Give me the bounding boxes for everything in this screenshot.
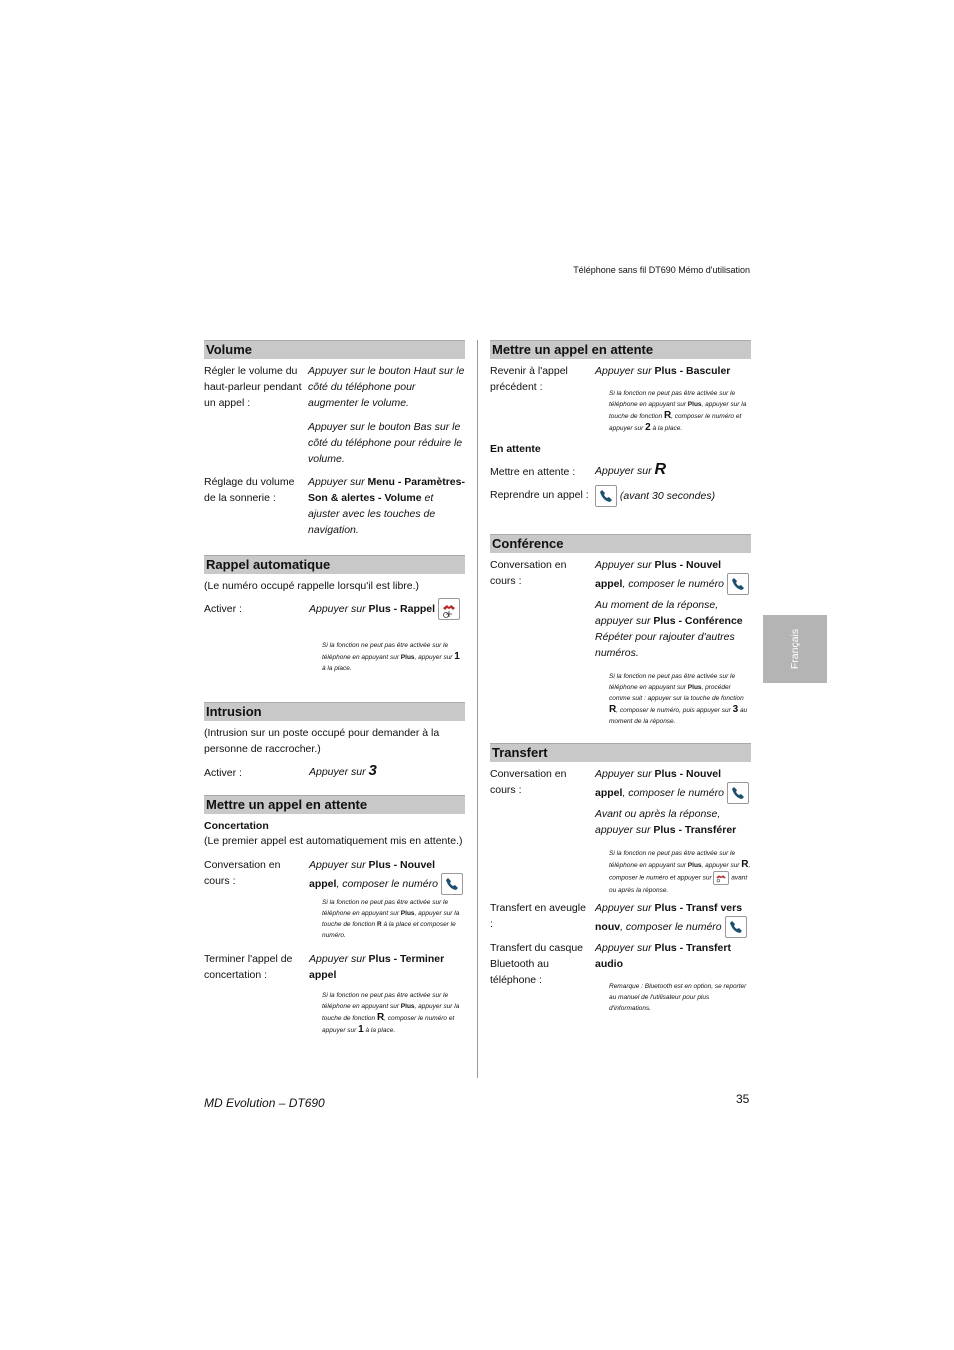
left-column bbox=[204, 340, 465, 1064]
volume-row2-label: Réglage du volume de la sonnerie : bbox=[204, 476, 295, 504]
transfert-row1-label: Conversation en cours : bbox=[490, 768, 567, 796]
revenir-label: Revenir à l'appel précédent : bbox=[490, 365, 568, 393]
intrusion-label: Activer : bbox=[204, 767, 242, 779]
rappel-note: Si la fonction ne peut pas être activée sur le téléphone en appuyant sur Plus, appuyer sur 1 à la place. bbox=[322, 642, 460, 672]
conference-value1: Appuyer sur Plus - Nouvel appel, composer le numéro bbox=[595, 557, 751, 595]
right-column bbox=[490, 340, 751, 1022]
conference-label: Conversation en cours : bbox=[490, 559, 567, 587]
concertation-row1-note: Si la fonction ne peut pas être activée sur le téléphone en appuyant sur Plus, appuyer sur la touche de fonction R à la place et composer le numéro. bbox=[322, 899, 460, 939]
callback-phone-icon bbox=[438, 598, 460, 620]
rappel-section bbox=[204, 574, 465, 686]
intrusion-intro: (Intrusion sur un poste occupé pour demander à la personne de raccrocher.) bbox=[204, 727, 440, 755]
rappel-intro: (Le numéro occupé rappelle lorsqu'il est libre.) bbox=[204, 580, 420, 592]
transfert-title: Transfert bbox=[490, 743, 751, 762]
left-attente-section bbox=[204, 814, 465, 1064]
rappel-title: Rappel automatique bbox=[204, 555, 465, 574]
call-phone-icon bbox=[727, 573, 749, 595]
transfert-row3-note: Remarque : Bluetooth est en option, se reporter au manuel de l'utilisateur pour plus d'informations. bbox=[609, 983, 747, 1012]
transfert-row3-label: Transfert du casque Bluetooth au téléphone : bbox=[490, 942, 583, 986]
volume-title: Volume bbox=[204, 340, 465, 359]
transfert-row1-value2: Avant ou après la réponse, appuyer sur Plus - Transférer bbox=[595, 808, 737, 836]
rappel-label: Activer : bbox=[204, 603, 242, 615]
left-attente-title: Mettre un appel en attente bbox=[204, 795, 465, 814]
mettre-attente-label: Mettre en attente : bbox=[490, 466, 576, 478]
reprendre-value: (avant 30 secondes) bbox=[595, 485, 751, 507]
call-phone-icon bbox=[595, 485, 617, 507]
call-phone-icon bbox=[441, 873, 463, 895]
concertation-row1-value: Appuyer sur Plus - Nouvel appel, composer le numéro bbox=[309, 857, 465, 895]
transfert-row3-value: Appuyer sur Plus - Transfert audio bbox=[595, 942, 731, 970]
call-phone-icon bbox=[727, 782, 749, 804]
language-tab bbox=[763, 615, 827, 683]
volume-row1-value2: Appuyer sur le bouton Bas sur le côté du téléphone pour réduire le volume. bbox=[308, 421, 463, 465]
right-attente-title: Mettre un appel en attente bbox=[490, 340, 751, 359]
end-call-icon bbox=[713, 871, 729, 885]
transfert-section bbox=[490, 762, 751, 1022]
intrusion-value: Appuyer sur 3 bbox=[309, 762, 377, 779]
transfert-row1-value: Appuyer sur Plus - Nouvel appel, composer le numéro bbox=[595, 766, 751, 804]
key-r: R bbox=[654, 461, 667, 478]
call-phone-icon bbox=[725, 916, 747, 938]
rappel-value: Appuyer sur Plus - Rappel bbox=[309, 598, 465, 620]
conference-value2: Au moment de la réponse, appuyer sur Plus - Conférence bbox=[595, 599, 743, 627]
volume-row2-value: Appuyer sur Menu - Paramètres-Son & alertes - Volume et ajuster avec les touches de navigation. bbox=[308, 476, 465, 536]
en-attente-subtitle: En attente bbox=[490, 443, 541, 455]
language-tab-label: Français bbox=[789, 628, 801, 670]
conference-value3: Répéter pour rajouter d'autres numéros. bbox=[595, 631, 735, 659]
volume-section bbox=[204, 359, 465, 539]
reprendre-label: Reprendre un appel : bbox=[490, 489, 589, 501]
conference-note: Si la fonction ne peut pas être activée sur le téléphone en appuyant sur Plus, procéder comme suit : appuyer sur la touche de fonction R, composer le numéro, puis appuyer sur 3 au moment de la réponse. bbox=[609, 673, 748, 725]
volume-row1-label: Régler le volume du haut-parleur pendant un appel : bbox=[204, 365, 302, 409]
mettre-attente-value: Appuyer sur R bbox=[595, 461, 667, 478]
transfert-row1-note: Si la fonction ne peut pas être activée sur le téléphone en appuyant sur Plus, appuyer sur R, composer le numéro et appuyer sur avant ou après la réponse. bbox=[609, 850, 751, 894]
transfert-row2-label: Transfert en aveugle : bbox=[490, 902, 586, 930]
key-3: 3 bbox=[368, 762, 377, 779]
concertation-row2-note: Si la fonction ne peut pas être activée sur le téléphone en appuyant sur Plus, appuyer sur la touche de fonction R, composer le numéro et appuyer sur 1 à la place. bbox=[322, 992, 460, 1035]
header-title: Téléphone sans fil DT690 Mémo d'utilisation bbox=[573, 265, 750, 275]
footer-product: MD Evolution – DT690 bbox=[204, 1096, 325, 1110]
intrusion-section bbox=[204, 721, 465, 795]
transfert-row2-value: Appuyer sur Plus - Transf vers nouv, composer le numéro bbox=[595, 900, 751, 938]
conference-title: Conférence bbox=[490, 534, 751, 553]
concertation-intro: (Le premier appel est automatiquement mis en attente.) bbox=[204, 835, 463, 847]
column-divider bbox=[477, 340, 478, 1078]
page-number: 35 bbox=[736, 1092, 750, 1106]
conference-section bbox=[490, 553, 751, 743]
intrusion-title: Intrusion bbox=[204, 702, 465, 721]
concertation-subtitle: Concertation bbox=[204, 820, 269, 832]
concertation-row2-value: Appuyer sur Plus - Terminer appel bbox=[309, 953, 445, 981]
right-attente-section bbox=[490, 359, 751, 517]
revenir-note: Si la fonction ne peut pas être activée sur le téléphone en appuyant sur Plus, appuyer sur la touche de fonction R, composer le numéro et appuyer sur 2 à la place. bbox=[609, 390, 747, 433]
concertation-row2-label: Terminer l'appel de concertation : bbox=[204, 953, 293, 981]
volume-row1-value: Appuyer sur le bouton Haut sur le côté du téléphone pour augmenter le volume. bbox=[308, 365, 465, 409]
revenir-value: Appuyer sur Plus - Basculer bbox=[595, 365, 731, 377]
concertation-row1-label: Conversation en cours : bbox=[204, 859, 281, 887]
